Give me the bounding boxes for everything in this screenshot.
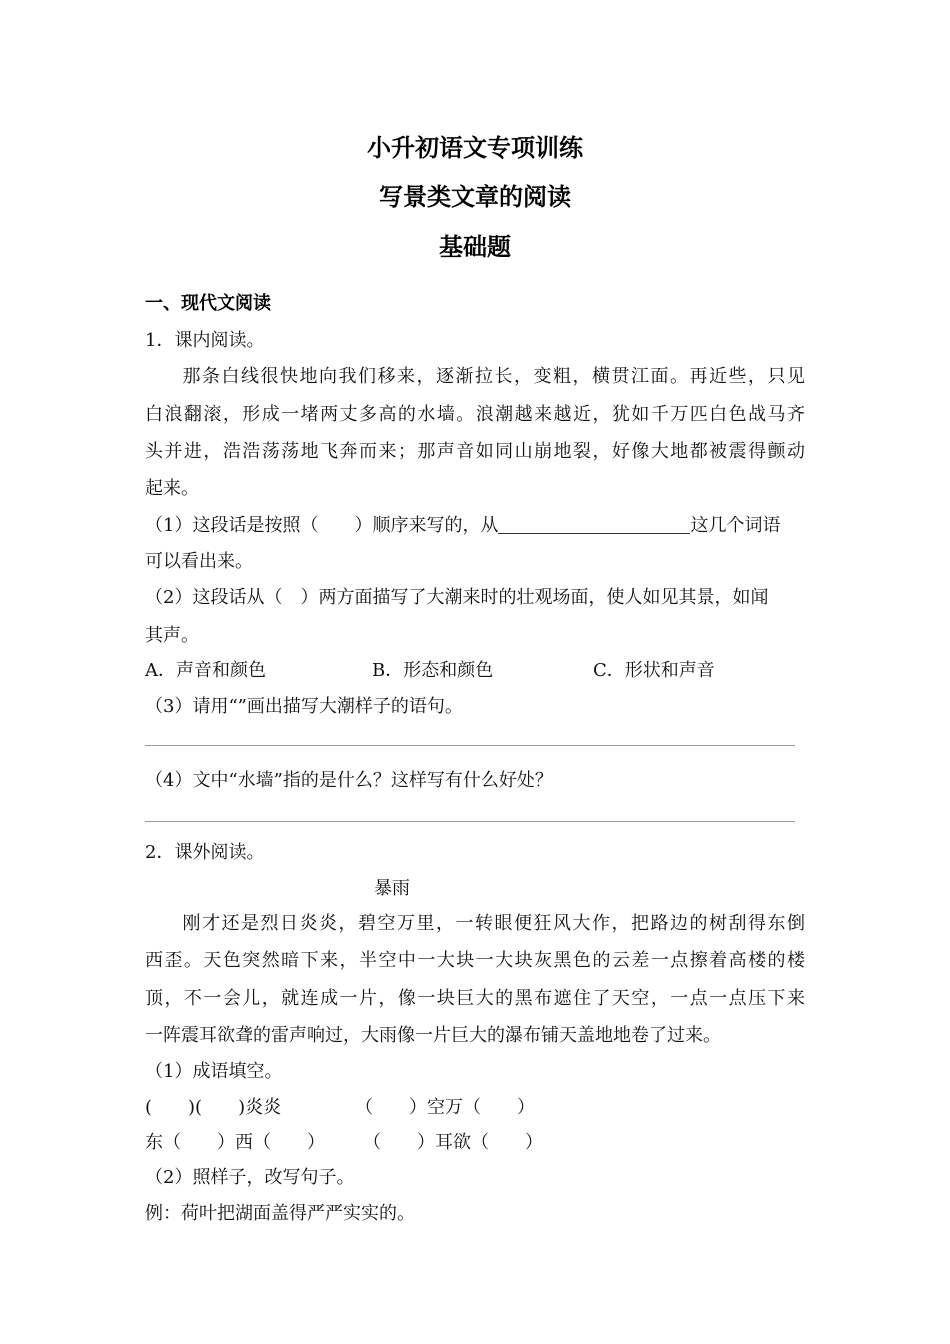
option-b[interactable]: B．形态和颜色 (372, 660, 494, 681)
passage-1-line: 那条白线很快地向我们移来，逐渐拉长，变粗，横贯江面。再近些，只见 (181, 366, 805, 387)
question-1-sub-4: （4）文中“水墙”指的是什么？这样写有什么好处？ (145, 770, 553, 791)
question-1-sub-1-cont: 可以看出来。 (145, 551, 253, 572)
example-sentence: 例：荷叶把湖面盖得严严实实的。 (145, 1203, 415, 1224)
passage-1-line: 起来。 (145, 478, 199, 499)
idiom-fill-2[interactable]: （ ）空万（ ） (355, 1097, 535, 1118)
idiom-fill-1[interactable]: ( )( )炎炎 (145, 1097, 282, 1118)
doc-title: 小升初语文专项训练 (367, 134, 583, 162)
passage-2-line: 西歪。天色突然暗下来，半空中一大块一大块灰黑色的云差一点擦着高楼的楼 (145, 950, 805, 971)
doc-level-title: 基础题 (439, 233, 511, 261)
passage-2-line: 一阵震耳欲聋的雷声响过，大雨像一片巨大的瀑布铺天盖地地卷了过来。 (145, 1025, 721, 1046)
section-heading: 一、现代文阅读 (145, 293, 271, 314)
passage-2-line: 刚才还是烈日炎炎，碧空万里，一转眼便狂风大作，把路边的树刮得东倒 (181, 913, 805, 934)
question-2-sub-1: （1）成语填空。 (145, 1061, 283, 1082)
answer-line[interactable] (145, 745, 795, 746)
question-2-label: 2．课外阅读。 (145, 842, 265, 863)
passage-1-line: 白浪翻滚，形成一堵两丈多高的水墙。浪潮越来越近，犹如千万匹白色战马齐 (145, 404, 805, 425)
question-1-sub-1: （1）这段话是按照（ ）顺序来写的，从 这几个词语 (145, 515, 781, 536)
passage-2-title: 暴雨 (374, 878, 410, 899)
doc-subtitle: 写景类文章的阅读 (379, 183, 571, 211)
answer-blank[interactable] (498, 513, 690, 534)
question-1-sub-3: （3）请用“”画出描写大潮样子的语句。 (145, 696, 463, 717)
question-1-label: 1．课内阅读。 (145, 330, 265, 351)
answer-line[interactable] (145, 821, 795, 822)
option-a[interactable]: A．声音和颜色 (145, 660, 266, 681)
option-c[interactable]: C．形状和声音 (593, 660, 715, 681)
question-1-sub-2-cont: 其声。 (145, 625, 199, 646)
question-2-sub-2: （2）照样子，改写句子。 (145, 1167, 355, 1188)
passage-1-line: 头并进，浩浩荡荡地飞奔而来；那声音如同山崩地裂，好像大地都被震得颤动 (145, 441, 805, 462)
idiom-fill-4[interactable]: （ ）耳欲（ ） (363, 1132, 543, 1153)
idiom-fill-3[interactable]: 东（ ）西（ ） (145, 1132, 325, 1153)
passage-2-line: 顶，不一会儿，就连成一片，像一块巨大的黑布遮住了天空，一点一点压下来 (145, 988, 805, 1009)
question-1-sub-2: （2）这段话从（ ）两方面描写了大潮来时的壮观场面，使人如见其景，如闻 (145, 587, 769, 608)
